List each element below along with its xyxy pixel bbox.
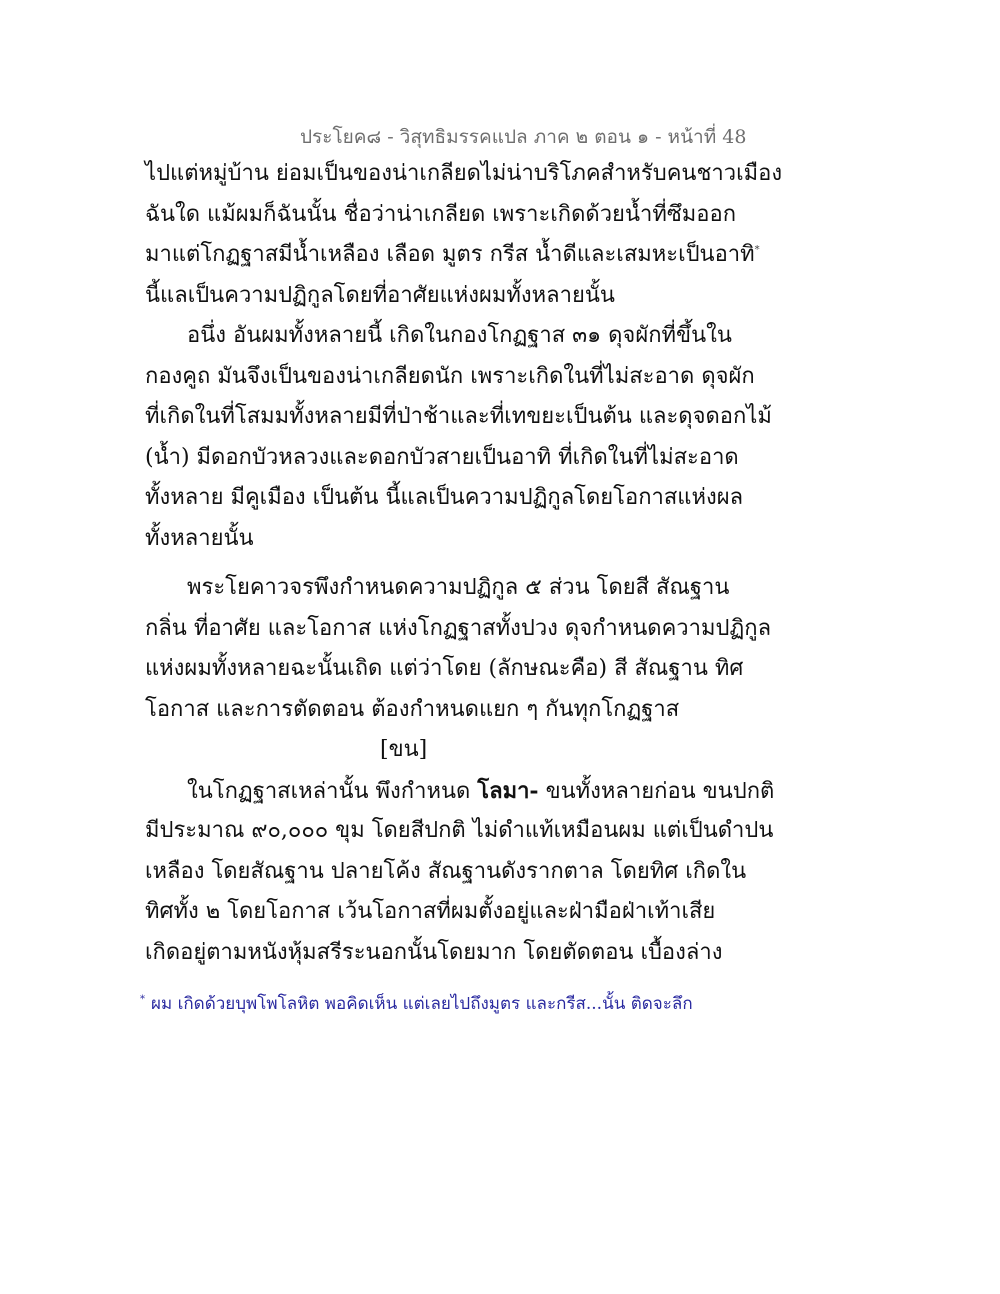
text-fragment: ในโกฏฐาสเหล่านั้น พึงกำหนด [187,778,478,804]
text-line: เหลือง โดยสัณฐาน ปลายโค้ง สัณฐานดังรากตาล โดยทิศ เกิดใน [145,858,747,884]
text-line: ฉันใด แม้ผมก็ฉันนั้น ชื่อว่าน่าเกลียด เพราะเกิดด้วยน้ำที่ซึมออก [145,201,737,227]
footnote-mark: * [140,994,145,1006]
footnote-text: ผม เกิดด้วยบุพโพโลหิต พอคิดเห็น แต่เลยไปถึงมูตร และกรีส...นั้น ติดจะลึก [151,994,693,1014]
paragraph-4 [145,771,775,974]
text-line: กลิ่น ที่อาศัย และโอกาส แห่งโกฏฐาสทั้งปวง ดุจกำหนดความปฏิกูล [145,615,772,641]
text-fragment: ขนทั้งหลายก่อน ขนปกติ [538,778,775,804]
paragraph-3 [145,568,772,730]
section-heading: [ขน] [380,737,428,762]
text-line-content: มาแต่โกฏฐาสมีน้ำเหลือง เลือด มูตร กรีส น้ำดีและเสมหะเป็นอาทิ [145,242,755,267]
text-line: ไปแต่หมู่บ้าน ย่อมเป็นของน่าเกลียดไม่น่าบริโภคสำหรับคนชาวเมือง [145,161,783,186]
text-line: โอกาส และการตัดตอน ต้องกำหนดแยก ๆ กันทุกโกฏฐาส [145,696,680,722]
page-body [145,154,783,973]
paragraph-2 [145,316,772,559]
text-line: อนึ่ง อันผมทั้งหลายนี้ เกิดในกองโกฏฐาส ๓๑ ดุจผักที่ขึ้นใน [187,323,732,348]
footnote-reference[interactable]: * [754,244,760,256]
bold-term: โลมา- [477,777,539,804]
text-line: ทั้งหลายนั้น [145,525,254,551]
text-line: ที่เกิดในที่โสมมทั้งหลายมีที่ป่าช้าและที่เทขยะเป็นต้น และดุจดอกไม้ [145,404,772,429]
running-header: ประโยค๘ - วิสุทธิมรรคแปล ภาค ๒ ตอน ๑ - หน้าที่ 48 [300,126,747,148]
footnote [140,990,730,1017]
text-line: เกิดอยู่ตามหนังหุ้มสรีระนอกนั้นโดยมาก โดยตัดตอน เบื้องล่าง [145,939,723,965]
text-line: ทิศทั้ง ๒ โดยโอกาส เว้นโอกาสที่ผมตั้งอยู่และฝ่ามือฝ่าเท้าเสีย [145,899,716,924]
text-line: พระโยคาวจรพึงกำหนดความปฏิกูล ๕ ส่วน โดยสี สัณฐาน [187,575,730,600]
text-line [145,771,775,812]
text-line: (น้ำ) มีดอกบัวหลวงและดอกบัวสายเป็นอาทิ ที่เกิดในที่ไม่สะอาด [145,444,739,470]
text-line: กองคูถ มันจึงเป็นของน่าเกลียดนัก เพราะเกิดในที่ไม่สะอาด ดุจผัก [145,363,755,389]
text-line: แห่งผมทั้งหลายฉะนั้นเถิด แต่ว่าโดย (ลักษณะคือ) สี สัณฐาน ทิศ [145,656,744,681]
text-line [145,235,760,276]
text-line: ทั้งหลาย มีคูเมือง เป็นต้น นี้แลเป็นความปฏิกูลโดยโอกาสแห่งผล [145,485,744,510]
text-line: นี้แลเป็นความปฏิกูลโดยที่อาศัยแห่งผมทั้งหลายนั้น [145,282,615,308]
text-line: มีประมาณ ๙๐,๐๐๐ ขุม โดยสีปกติ ไม่ดำแท้เหมือนผม แต่เป็นดำปน [145,818,774,843]
paragraph-1 [145,154,783,316]
